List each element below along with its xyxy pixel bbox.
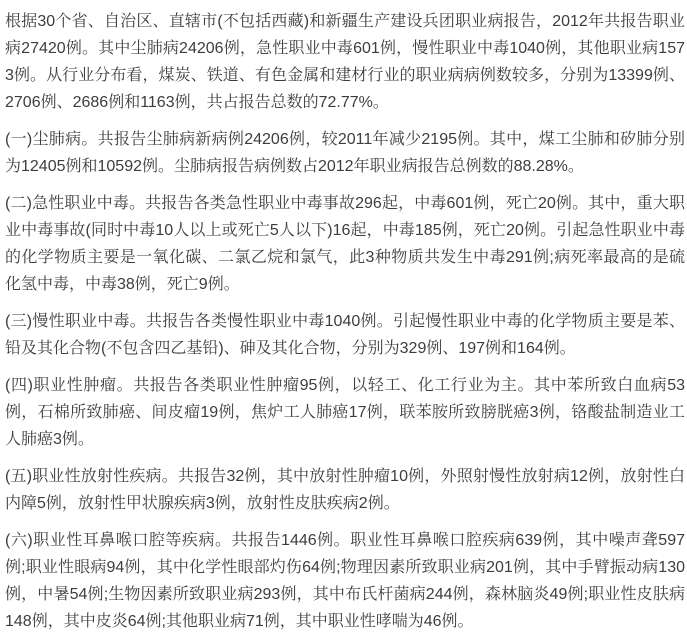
paragraph-radiation-diseases: (五)职业性放射性疾病。共报告32例，其中放射性肿瘤10例，外照射慢性放射病12例，放射性白内障5例，放射性甲状腺疾病3例，放射性皮肤疾病2例。 [5,468,685,512]
paragraph-pneumoconiosis: (一)尘肺病。共报告尘肺病新病例24206例，较2011年减少2195例。其中，煤工尘肺和矽肺分别为12405例和10592例。尘肺病报告病例数占2012年职业病报告总例数的88.28%。 [5,131,685,175]
paragraph-ent-oral-diseases: (六)职业性耳鼻喉口腔等疾病。共报告1446例。职业性耳鼻喉口腔疾病639例，其中噪声聋597例;职业性眼病94例，其中化学性眼部灼伤64例;物理因素所致职业病201例，其中手臂振动病130例，中暑54例;生物因素所致职业病293例，其中布氏杆菌病244例，森林脑炎49例;职业性皮肤病148例，其中皮炎64例;其他职业病71例，其中职业性哮喘为46例。 [5,532,685,630]
paragraph-acute-poisoning: (二)急性职业中毒。共报告各类急性职业中毒事故296起，中毒601例，死亡20例。其中，重大职业中毒事故(同时中毒10人以上或死亡5人以下)16起，中毒185例，死亡20例。引起急性职业中毒的化学物质主要是一氧化碳、二氯乙烷和氯气，此3种物质共发生中毒291例;病死率最高的是硫化氢中毒，中毒38例，死亡9例。 [5,195,685,293]
paragraph-overview: 根据30个省、自治区、直辖市(不包括西藏)和新疆生产建设兵团职业病报告，2012年共报告职业病27420例。其中尘肺病24206例，急性职业中毒601例，慢性职业中毒1040例，其他职业病1573例。从行业分布看，煤炭、铁道、有色金属和建材行业的职业病病例数较多，分别为13399例、2706例、2686例和1163例，共占报告总数的72.77%。 [5,13,685,111]
paragraph-chronic-poisoning: (三)慢性职业中毒。共报告各类慢性职业中毒1040例。引起慢性职业中毒的化学物质主要是苯、铅及其化合物(不包含四乙基铅)、砷及其化合物，分别为329例、197例和164例。 [5,313,685,357]
paragraph-occupational-tumors: (四)职业性肿瘤。共报告各类职业性肿瘤95例，以轻工、化工行业为主。其中苯所致白血病53例，石棉所致肺癌、间皮瘤19例，焦炉工人肺癌17例，联苯胺所致膀胱癌3例，铬酸盐制造业工人肺癌3例。 [5,377,685,448]
